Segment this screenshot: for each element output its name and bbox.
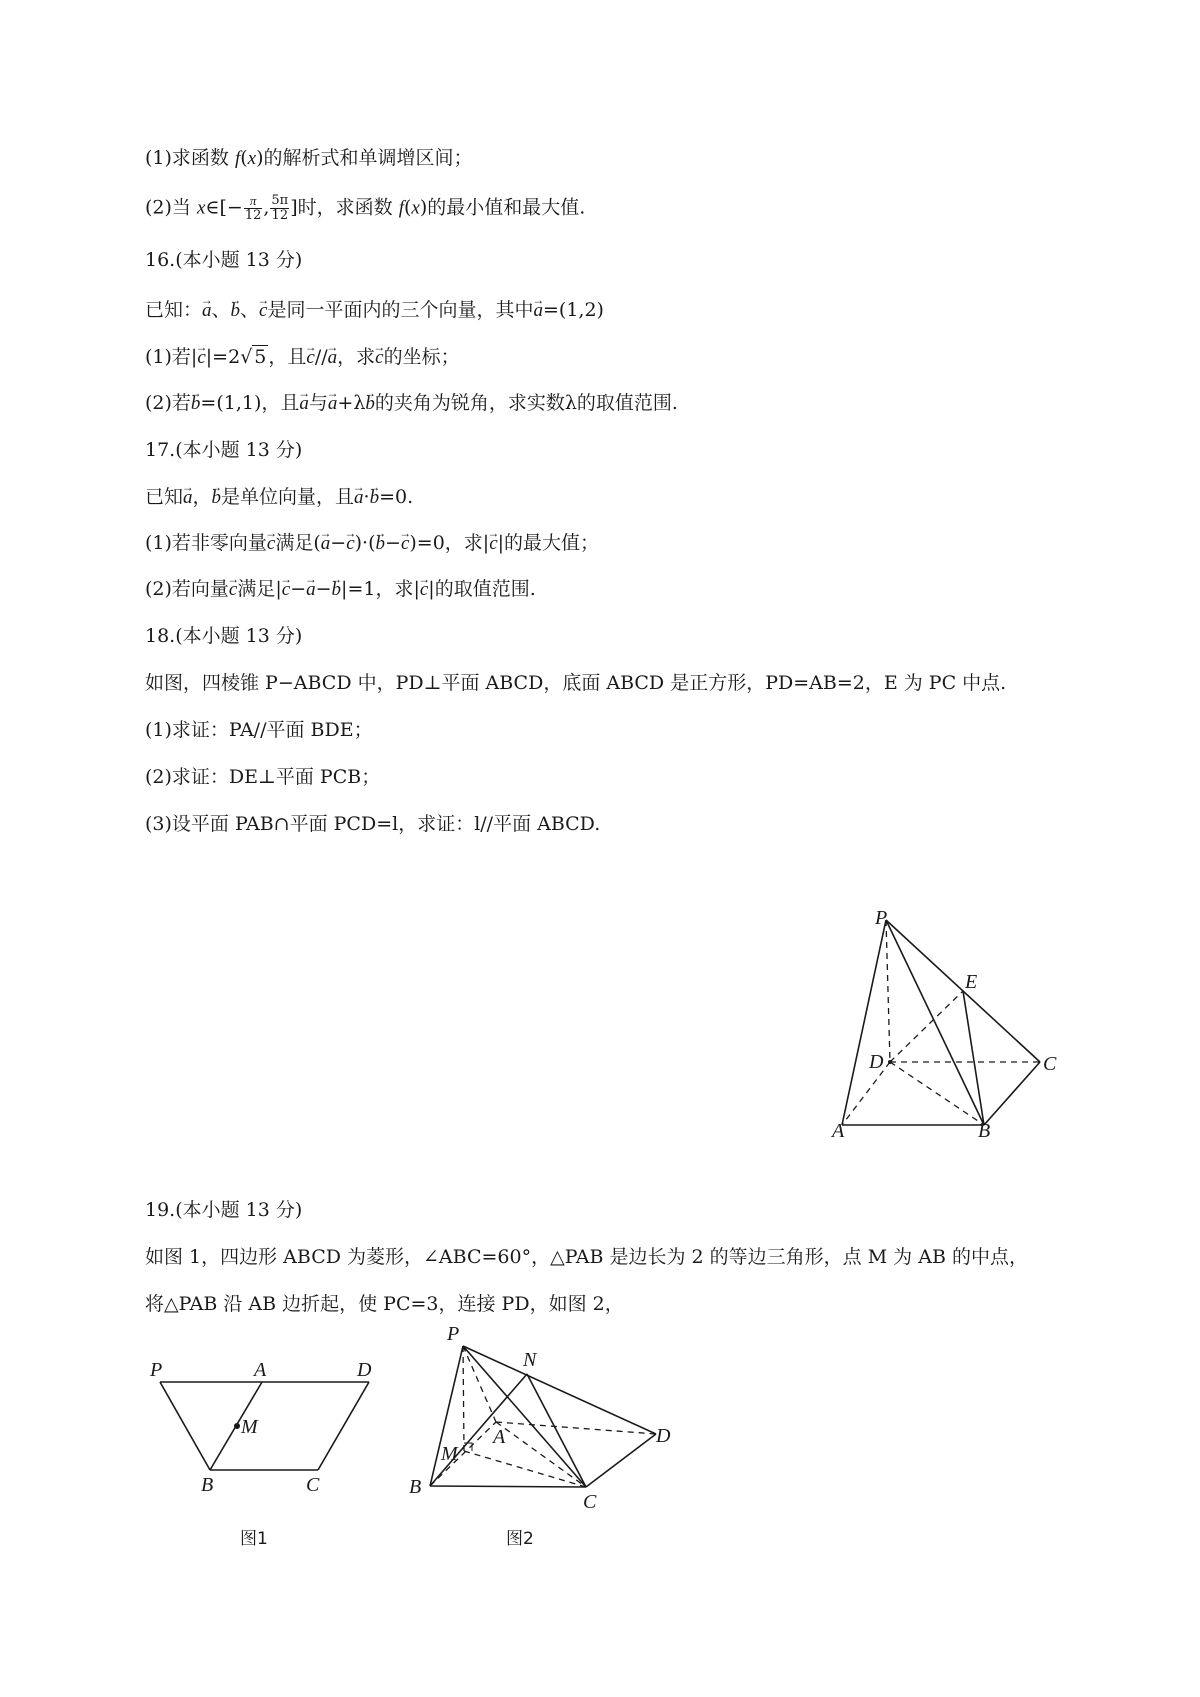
label-C: C xyxy=(306,1474,320,1496)
text: =0. xyxy=(379,486,414,508)
vector-c: → c xyxy=(197,344,205,370)
text: // xyxy=(314,346,328,368)
vector-b: → b xyxy=(332,576,342,602)
text: 满足| xyxy=(237,578,282,600)
numerator: π xyxy=(244,194,263,209)
numerator: 5π xyxy=(271,193,289,208)
vector-a: → a xyxy=(328,344,338,370)
label-A: A xyxy=(493,1426,506,1448)
text: ( xyxy=(403,196,412,219)
func-f: f xyxy=(398,197,404,219)
denominator: 12 xyxy=(244,208,262,223)
text: (1)若非零向量 xyxy=(145,532,267,554)
var-x: x xyxy=(411,197,420,219)
vector-a: → a xyxy=(321,530,331,556)
vector-c: → c xyxy=(267,530,275,556)
vector-a: → a xyxy=(202,297,212,323)
label-D: D xyxy=(656,1425,671,1447)
q17-header: 17.(本小题 13 分) xyxy=(145,439,303,461)
edge-CD xyxy=(586,1434,656,1487)
edge-AC xyxy=(496,1422,586,1487)
text: )的最小值和最大值. xyxy=(419,196,586,219)
vector-c: → c xyxy=(306,344,314,370)
vector-c: → c xyxy=(375,344,383,370)
label-D: D xyxy=(357,1359,372,1381)
radical-sign: √ xyxy=(240,346,253,368)
denominator: 12 xyxy=(271,208,289,223)
label-P: P xyxy=(150,1359,163,1381)
vector-c: → c xyxy=(401,530,409,556)
edge-PB xyxy=(430,1346,463,1486)
label-D: D xyxy=(869,1051,884,1073)
var-x: x xyxy=(196,197,206,219)
q18-header: 18.(本小题 13 分) xyxy=(145,625,303,647)
vector-c: → c xyxy=(420,576,428,602)
edge-PM xyxy=(463,1346,464,1451)
label-E: E xyxy=(965,971,978,993)
label-M: M xyxy=(441,1443,458,1465)
text: ( xyxy=(240,147,248,169)
text: − xyxy=(290,578,307,600)
label-M: M xyxy=(241,1416,258,1438)
vector-a: → a xyxy=(306,576,316,602)
label-A: A xyxy=(832,1120,845,1142)
text: 、 xyxy=(240,299,260,321)
vector-a: → a xyxy=(183,484,193,510)
vector-b: → b xyxy=(191,390,201,416)
vector-b: → b xyxy=(370,484,380,510)
text: =(1,1)，且 xyxy=(200,392,300,414)
var-x: x xyxy=(247,148,257,169)
text: |=1，求| xyxy=(341,578,420,600)
vector-b: → b xyxy=(376,530,386,556)
q18-part2: (2)求证：DE⊥平面 PCB； xyxy=(145,766,381,788)
text: (1)求函数 xyxy=(145,147,235,169)
vector-a: → a xyxy=(354,484,364,510)
text: |=2 xyxy=(205,346,241,368)
text: 是单位向量，且 xyxy=(221,486,355,508)
text: (2)若向量 xyxy=(145,578,229,600)
edge-BN xyxy=(430,1374,527,1486)
q19-text2: 将△PAB 沿 AB 边折起，使 PC=3，连接 PD，如图 2， xyxy=(145,1293,624,1315)
figure-1-caption: 图1 xyxy=(240,1529,268,1549)
q19-header: 19.(本小题 13 分) xyxy=(145,1199,303,1221)
vector-c: → c xyxy=(346,530,354,556)
label-N: N xyxy=(523,1349,537,1371)
vector-b: → b xyxy=(212,484,222,510)
text: |的取值范围. xyxy=(428,578,536,600)
func-f: f xyxy=(234,148,241,169)
text: 的夹角为锐角，求实数λ的取值范围. xyxy=(374,392,678,414)
text: ， xyxy=(192,486,212,508)
text: − xyxy=(315,578,332,600)
q16-header: 16.(本小题 13 分) xyxy=(145,249,303,271)
text: (1)若| xyxy=(145,346,198,368)
label-B: B xyxy=(978,1120,991,1142)
text: 是同一平面内的三个向量，其中 xyxy=(267,299,534,321)
q18-part1: (1)求证：PA//平面 BDE； xyxy=(145,719,373,741)
vector-c: → c xyxy=(229,576,237,602)
label-B: B xyxy=(409,1476,422,1498)
text: − xyxy=(330,532,347,554)
edge-MC xyxy=(464,1451,586,1487)
label-P: P xyxy=(447,1323,460,1345)
text: )的解析式和单调增区间； xyxy=(256,147,473,169)
text: ，求 xyxy=(337,346,376,368)
text: 满足( xyxy=(275,532,321,554)
text: +λ xyxy=(337,392,366,414)
vector-b: → b xyxy=(231,297,241,323)
text: 的坐标； xyxy=(383,346,460,368)
text: ，且 xyxy=(268,346,307,368)
label-C: C xyxy=(1043,1053,1057,1075)
q19-text1: 如图 1，四边形 ABCD 为菱形，∠ABC=60°，△PAB 是边长为 2 的等边三角形，点 M 为 AB 的中点， xyxy=(145,1246,1028,1268)
text: 已知 xyxy=(145,486,184,508)
label-B: B xyxy=(201,1474,214,1496)
label-C: C xyxy=(583,1491,597,1513)
label-A: A xyxy=(254,1359,267,1381)
text: (2)当 xyxy=(145,196,197,219)
text: )·( xyxy=(354,532,376,554)
text: )=0，求| xyxy=(409,532,490,554)
q18-text: 如图，四棱锥 P−ABCD 中，PD⊥平面 ABCD，底面 ABCD 是正方形，PD=AB=2，E 为 PC 中点. xyxy=(145,672,1007,694)
text: 已知： xyxy=(145,299,203,321)
edge-PD xyxy=(463,1346,656,1434)
text: ∈[− xyxy=(205,196,243,219)
radicand: 5 xyxy=(254,346,267,368)
figure-2-caption: 图2 xyxy=(506,1529,534,1549)
vector-b: → b xyxy=(365,390,375,416)
edge-PA xyxy=(463,1346,496,1422)
text: |的最大值； xyxy=(497,532,600,554)
text: =(1,2) xyxy=(543,299,604,321)
vector-c: → c xyxy=(489,530,497,556)
text: , xyxy=(263,196,270,219)
vector-a: → a xyxy=(299,390,309,416)
vector-a: → a xyxy=(534,297,544,323)
vector-a: → a xyxy=(328,390,338,416)
edge-BA xyxy=(430,1422,496,1486)
text: · xyxy=(363,486,370,508)
edge-BC xyxy=(430,1486,586,1487)
vector-c: → c xyxy=(259,297,267,323)
text: ]时，求函数 xyxy=(290,196,399,219)
text: − xyxy=(385,532,401,554)
text: 、 xyxy=(211,299,231,321)
vector-c: → c xyxy=(282,576,290,602)
text: (2)若 xyxy=(145,392,191,414)
q18-part3: (3)设平面 PAB∩平面 PCD=l，求证：l//平面 ABCD. xyxy=(145,813,601,835)
text: 与 xyxy=(308,392,328,414)
label-P: P xyxy=(875,907,888,929)
